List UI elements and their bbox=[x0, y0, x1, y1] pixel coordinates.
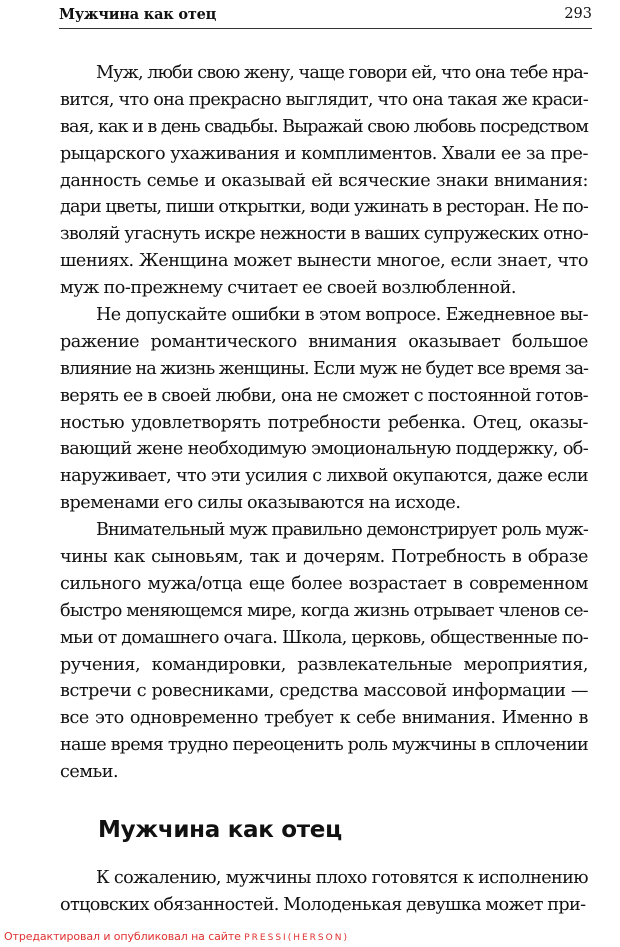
text-line: Не допускайте ошибки в этом вопросе. Ежедневное вы- bbox=[96, 305, 588, 326]
text-line: рыцарского ухаживания и комплиментов. Хвали ее за пре- bbox=[60, 143, 588, 164]
text-line: вая, как и в день свадьбы. Выражай свою любовь посредством bbox=[60, 116, 588, 137]
footer-credit-text: Отредактировал и опубликовал на сайте bbox=[4, 930, 241, 943]
text-line: ностью удовлетворять потребности ребенка. Отец, оказы- bbox=[60, 412, 588, 433]
text-line: вится, что она прекрасно выглядит, что она такая же краси- bbox=[60, 89, 588, 110]
text-line: ручения, командировки, развлекательные мероприятия, bbox=[60, 654, 588, 675]
section-heading: Мужчина как отец bbox=[98, 817, 342, 843]
text-line: семьи. bbox=[60, 762, 119, 783]
text-line: К сожалению, мужчины плохо готовятся к исполнению bbox=[96, 868, 588, 888]
text-line: влияние на жизнь женщины. Если муж не будет все время за- bbox=[60, 358, 588, 379]
text-line: верять ее в своей любви, она не сможет с постоянной готов- bbox=[60, 385, 588, 406]
text-line: чины как сыновьям, так и дочерям. Потребность в образе bbox=[60, 547, 588, 568]
running-title: Мужчина как отец bbox=[59, 6, 217, 23]
text-line: муж по-прежнему считает ее своей возлюбленной. bbox=[60, 278, 517, 299]
text-line: все это одновременно требует к себе внимания. Именно в bbox=[60, 708, 588, 729]
text-line: отцовских обязанностей. Молоденькая девушка может при- bbox=[60, 894, 586, 915]
text-line: наруживает, что эти усилия с лихвой окупаются, даже если bbox=[60, 466, 588, 487]
page-number: 293 bbox=[564, 6, 592, 22]
paragraph bbox=[60, 302, 588, 517]
footer-credit bbox=[4, 930, 349, 943]
text-line: временами его силы оказываются на исходе. bbox=[60, 493, 461, 514]
footer-credit-site: PRESSI(HERSON) bbox=[244, 933, 349, 943]
text-line: Муж, люби свою жену, чаще говори ей, что она тебе нра- bbox=[96, 63, 588, 83]
text-line: Внимательный муж правильно демонстрирует роль муж- bbox=[96, 520, 588, 541]
paragraph bbox=[60, 517, 588, 786]
text-line: вающий жене необходимую эмоциональную поддержку, об- bbox=[60, 439, 588, 460]
text-line: быстро меняющемся мире, когда жизнь отрывает членов се- bbox=[60, 600, 588, 621]
running-header bbox=[59, 4, 592, 29]
paragraph bbox=[60, 60, 588, 302]
text-line: дари цветы, пиши открытки, води ужинать в ресторан. Не по- bbox=[60, 197, 588, 218]
text-line: мьи от домашнего очага. Школа, церковь, общественные по- bbox=[60, 627, 588, 648]
text-line: сильного мужа/отца еще более возрастает в современном bbox=[60, 573, 588, 594]
text-line: ражение романтического внимания оказывает большое bbox=[60, 331, 588, 352]
paragraph bbox=[60, 865, 588, 919]
text-line: встречи с ровесниками, средства массовой информации — bbox=[60, 681, 588, 702]
text-line: шениях. Женщина может вынести многое, если знает, что bbox=[60, 251, 588, 272]
body-text bbox=[60, 60, 588, 786]
text-line: данность семье и оказывай ей всяческие знаки внимания: bbox=[60, 170, 588, 191]
text-line: зволяй угаснуть искре нежности в ваших супружеских отно- bbox=[60, 224, 588, 245]
text-line: наше время трудно переоценить роль мужчины в сплочении bbox=[60, 735, 588, 756]
section-body-text bbox=[60, 865, 588, 919]
